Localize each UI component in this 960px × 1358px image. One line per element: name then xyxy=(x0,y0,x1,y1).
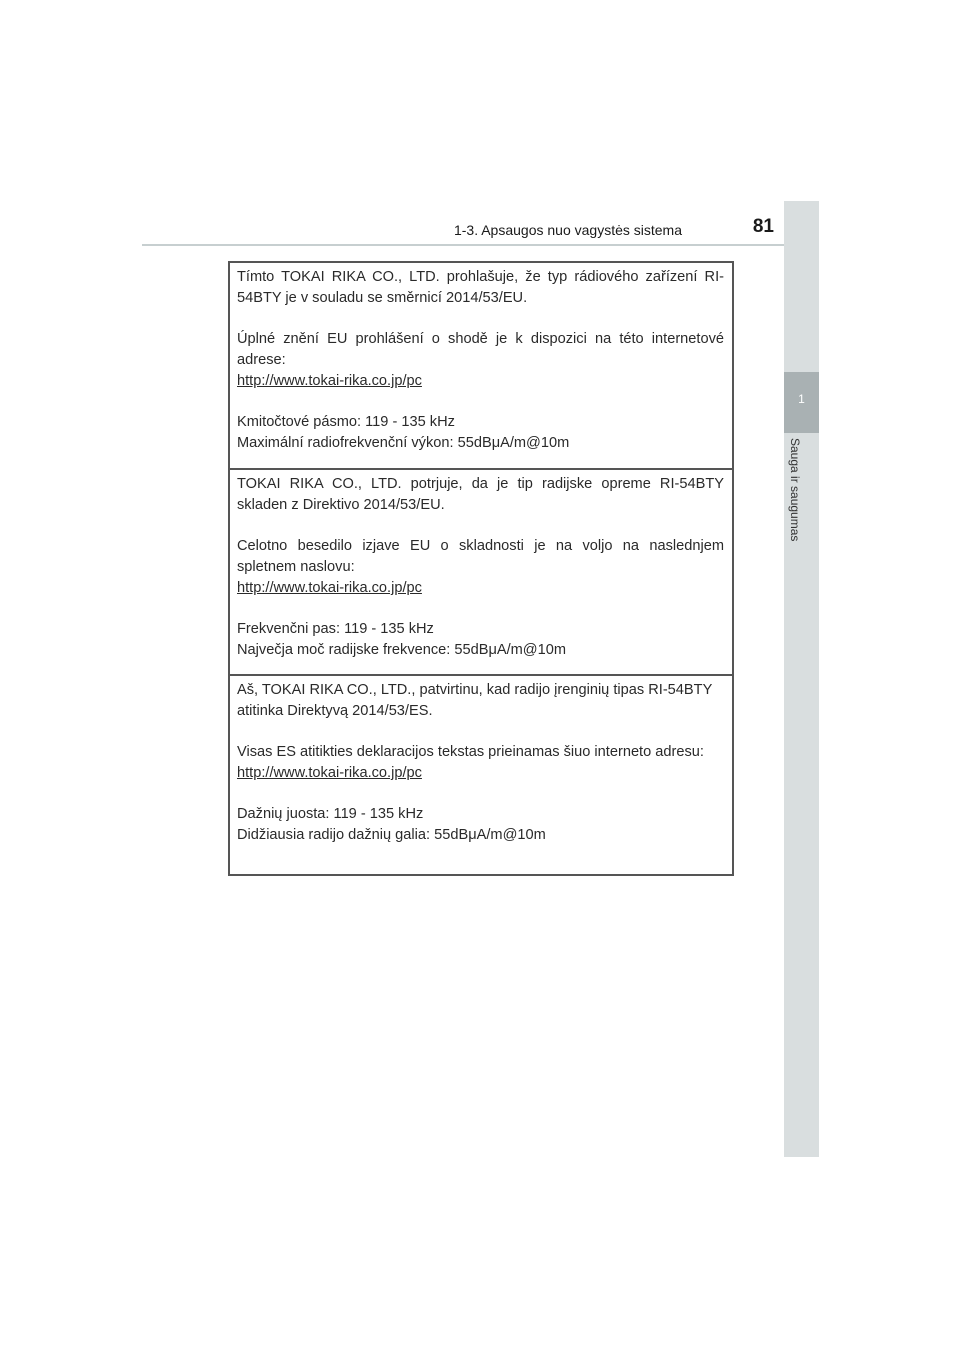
chapter-tab xyxy=(784,372,819,433)
page-number: 81 xyxy=(752,216,774,237)
declaration-statement: TOKAI RIKA CO., LTD. potrjuje, da je tip radijske opreme RI-54BTY skladen z Direktivo 2014/53/EU. xyxy=(237,476,724,513)
header-divider xyxy=(142,244,818,246)
declaration-czech xyxy=(230,263,732,468)
chapter-sidebar xyxy=(784,201,819,1157)
declaration-link[interactable]: http://www.tokai-rika.co.jp/pc xyxy=(237,373,422,389)
max-power: Maximální radiofrekvenční výkon: 55dBμA/m@10m xyxy=(237,435,570,451)
section-title: 1-3. Apsaugos nuo vagystės sistema xyxy=(453,222,682,238)
frequency-band: Frekvenčni pas: 119 - 135 kHz xyxy=(237,621,434,637)
declaration-info: Visas ES atitikties deklaracijos tekstas prieinamas šiuo interneto adresu: xyxy=(237,744,704,760)
declaration-statement: Aš, TOKAI RIKA CO., LTD., patvirtinu, kad radijo įrenginių tipas RI-54BTY atitinka Direktyvą 2014/53/ES. xyxy=(237,682,713,719)
declaration-info: Úplné znění EU prohlášení o shodě je k dispozici na této internetové adrese: xyxy=(237,331,724,368)
declaration-lithuanian xyxy=(230,674,732,874)
declaration-box xyxy=(228,261,734,876)
max-power: Največja moč radijske frekvence: 55dBμA/m@10m xyxy=(237,642,567,658)
declaration-info: Celotno besedilo izjave EU o skladnosti je na voljo na naslednjem spletnem naslovu: xyxy=(237,538,724,575)
declaration-link[interactable]: http://www.tokai-rika.co.jp/pc xyxy=(237,580,422,596)
declaration-slovenian xyxy=(230,468,732,674)
max-power: Didžiausia radijo dažnių galia: 55dBμA/m@10m xyxy=(237,827,546,843)
declaration-link[interactable]: http://www.tokai-rika.co.jp/pc xyxy=(237,765,422,781)
chapter-number: 1 xyxy=(798,392,805,406)
frequency-band: Kmitočtové pásmo: 119 - 135 kHz xyxy=(237,414,455,430)
chapter-label: Sauga ir saugumas xyxy=(788,438,802,542)
declaration-statement: Tímto TOKAI RIKA CO., LTD. prohlašuje, že typ rádiového zařízení RI-54BTY je v souladu se směrnicí 2014/53/EU. xyxy=(237,269,724,306)
frequency-band: Dažnių juosta: 119 - 135 kHz xyxy=(237,806,424,822)
